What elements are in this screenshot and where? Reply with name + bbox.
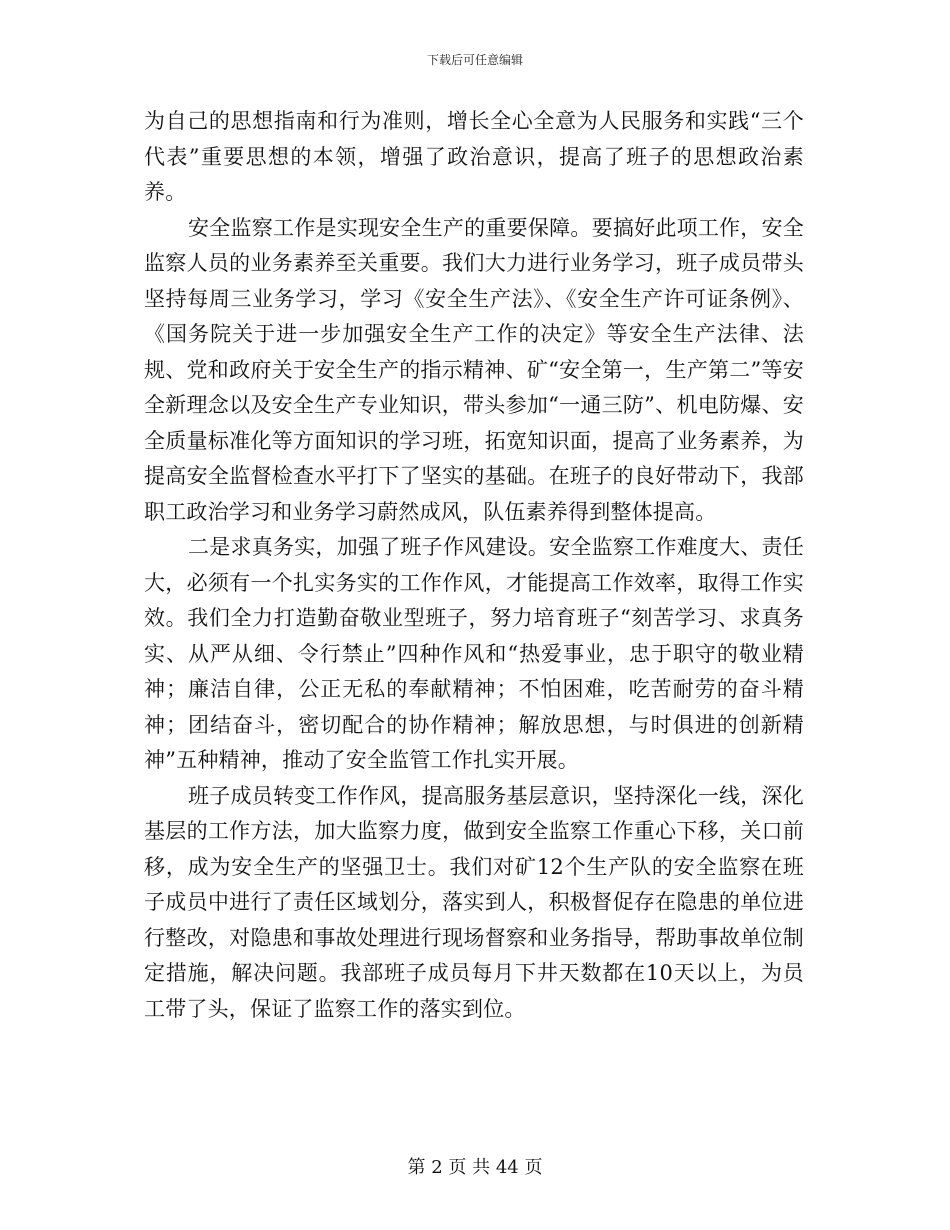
paragraph-safety-supervision: 安全监察工作是实现安全生产的重要保障。要搞好此项工作，安全监察人员的业务素养至关重要。我们大力进行业务学习，班子成员带头坚持每周三业务学习，学习《安全生产法》、《安全生产许可证条例》、《国务院关于进一步加强安全生产工作的决定》等安全生产法律、法规、党和政府关于安全生产的指示精神、矿“安全第一，生产第二”等安全新理念以及安全生产专业知识，带头参加“一通三防”、机电防爆、安全质量标准化等方面知识的学习班，拓宽知识面，提高了业务素养，为提高安全监督检查水平打下了坚实的基础。在班子的良好带动下，我部职工政治学习和业务学习蔚然成风，队伍素养得到整体提高。 <box>144 215 804 524</box>
page-header-note: 下载后可任意编辑 <box>426 53 523 67</box>
paragraph-continuation: 为自己的思想指南和行为准则，增长全心全意为人民服务和实践“三个代表”重要思想的本领，增强了政治意识，提高了班子的思想政治素养。 <box>144 109 804 204</box>
page-number-footer: 第 2 页 共 44 页 <box>407 1157 543 1178</box>
paragraph-work-style: 二是求真务实，加强了班子作风建设。安全监察工作难度大、责任大，必须有一个扎实务实的工作作风，才能提高工作效率，取得工作实效。我们全力打造勤奋敬业型班子，努力培育班子“刻苦学习、求真务实、从严从细、令行禁止”四种作风和“热爱事业，忠于职守的敬业精神；廉洁自律，公正无私的奉献精神；不怕困难，吃苦耐劳的奋斗精神；团结奋斗，密切配合的协作精神；解放思想，与时俱进的创新精神”五种精神，推动了安全监管工作扎实开展。 <box>144 535 804 772</box>
document-body <box>144 104 804 1027</box>
paragraph-frontline: 班子成员转变工作作风，提高服务基层意识，坚持深化一线，深化基层的工作方法，加大监察力度，做到安全监察工作重心下移，关口前移，成为安全生产的坚强卫士。我们对矿12个生产队的安全监察在班子成员中进行了责任区域划分，落实到人，积极督促存在隐患的单位进行整改，对隐患和事故处理进行现场督察和业务指导，帮助事故单位制定措施，解决问题。我部班子成员每月下井天数都在10天以上，为员工带了头，保证了监察工作的落实到位。 <box>144 783 804 1021</box>
